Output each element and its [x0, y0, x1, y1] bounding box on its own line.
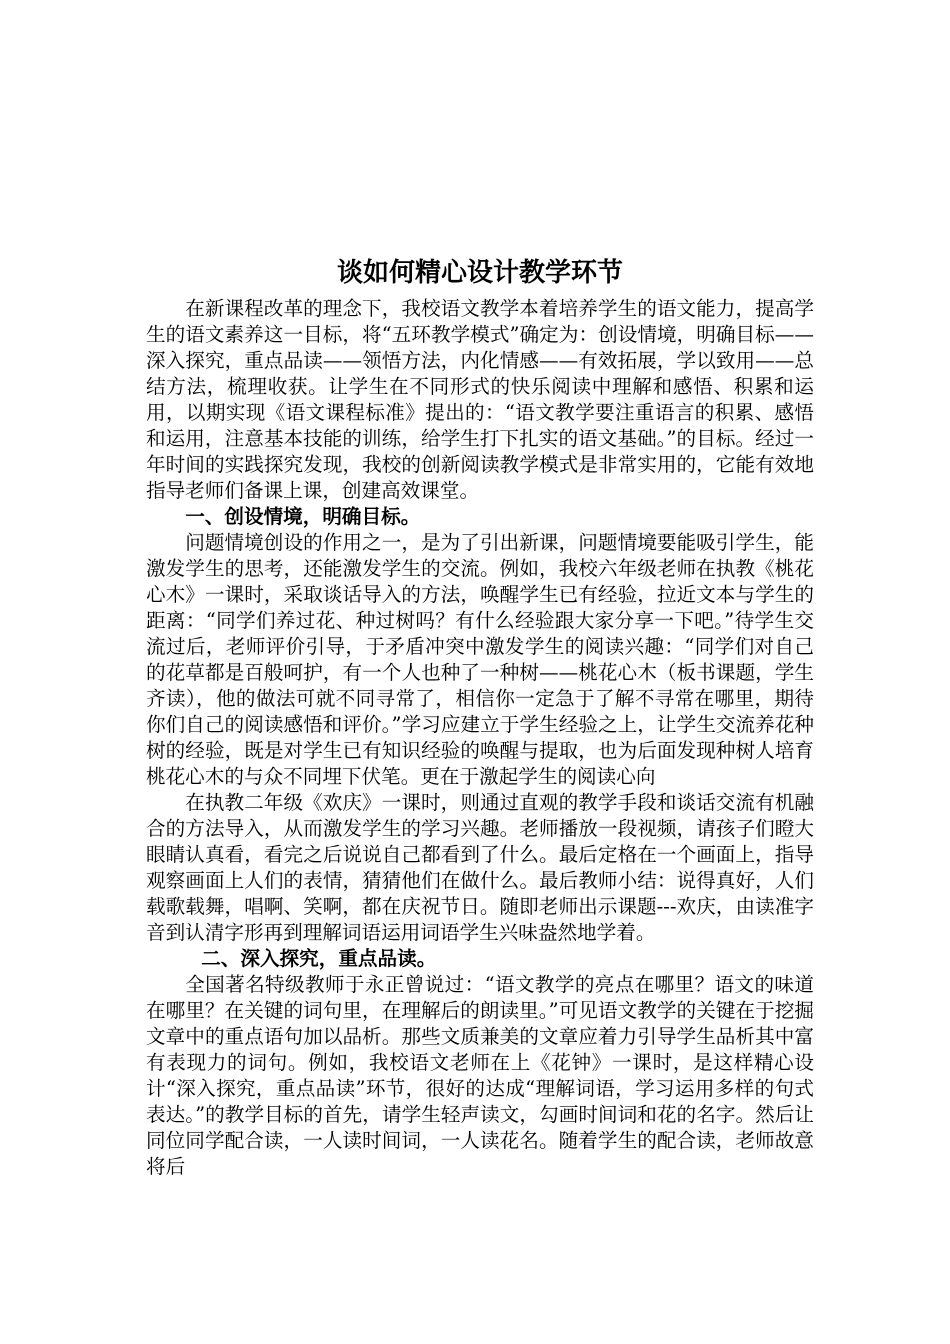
document-body: [146, 256, 814, 1180]
document-title: 谈如何精心设计教学环节: [336, 258, 623, 288]
intro-paragraph: 在新课程改革的理念下，我校语文教学本着培养学生的语文能力，提高学生的语文素养这一目标，将“五环教学模式”确定为：创设情境，明确目标——深入探究，重点品读——领悟方法，内化情感——有效拓展，学以致用——总结方法，梳理收获。让学生在不同形式的快乐阅读中理解和感悟、积累和运用，以期实现《语文课程标准》提出的：“语文教学要注重语言的积累、感悟和运用，注意基本技能的训练，给学生打下扎实的语文基础。”的目标。经过一年时间的实践探究发现，我校的创新阅读教学模式是非常实用的，它能有效地指导老师们备课上课，创建高效课堂。: [146, 297, 814, 502]
section2-paragraph-1: 全国著名特级教师于永正曾说过：“语文教学的亮点在哪里？语文的味道在哪里？在关键的词句里，在理解后的朗读里。”可见语文教学的关键在于挖掘文章中的重点语句加以品析。那些文质兼美的文章应着力引导学生品析其中富有表现力的词句。例如，我校语文老师在上《花钟》一课时，是这样精心设计“深入探究，重点品读”环节，很好的达成“理解词语，学习运用多样的句式表达。”的教学目标的首先，请学生轻声读文，勾画时间词和花的名字。然后让同位同学配合读，一人读时间词，一人读花名。随着学生的配合读，老师故意将后: [146, 973, 814, 1178]
section-heading-1: 一、创设情境，明确目标。: [185, 505, 421, 528]
section1-paragraph-1: 问题情境创设的作用之一，是为了引出新课，问题情境要能吸引学生，能激发学生的思考，还能激发学生的交流。例如，我校六年级老师在执教《桃花心木》一课时，采取谈话导入的方法，唤醒学生已有经验，拉近文本与学生的距离：“同学们养过花、种过树吗？有什么经验跟大家分享一下吧。”待学生交流过后，老师评价引导，于矛盾冲突中激发学生的阅读兴趣：“同学们对自己的花草都是百般呵护，有一个人也种了一种树——桃花心木（板书课题，学生齐读），他的做法可就不同寻常了，相信你一定急于了解不寻常在哪里，期待你们自己的阅读感悟和评价。”学习应建立于学生经验之上，让学生交流养花种树的经验，既是对学生已有知识经验的唤醒与提取，也为后面发现种树人培育桃花心木的与众不同埋下伏笔。更在于激起学生的阅读心向: [146, 531, 814, 788]
section-heading-2: 二、深入探究，重点品读。: [201, 947, 437, 970]
section1-paragraph-2: 在执教二年级《欢庆》一课时，则通过直观的教学手段和谈话交流有机融合的方法导入，从而激发学生的学习兴趣。老师播放一段视频，请孩子们瞪大眼睛认真看，看完之后说说自己都看到了什么。最后定格在一个画面上，指导观察画面上人们的表情，猜猜他们在做什么。最后教师小结：说得真好，人们载歌载舞，唱啊、笑啊，都在庆祝节日。随即老师出示课题---欢庆，由读准字音到认清字形再到理解词语运用词语学生兴味盎然地学着。: [146, 791, 814, 944]
